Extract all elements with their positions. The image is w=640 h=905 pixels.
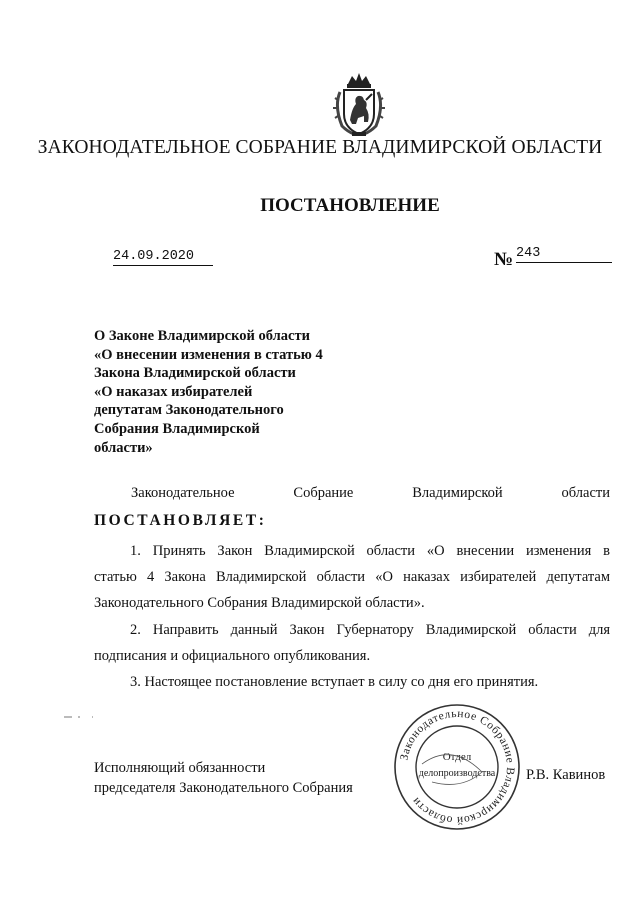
stamp-inner-line: делопроизводства xyxy=(418,768,496,779)
paragraph-line: 1. Принять Закон Владимирской области «О внесении изменения в xyxy=(130,543,610,559)
preamble-word: области xyxy=(561,485,610,501)
paragraph-1 xyxy=(94,538,610,616)
preamble-word: Законодательное xyxy=(131,485,235,501)
subject-line: Собрания Владимирской xyxy=(94,420,260,437)
resolves-heading: ПОСТАНОВЛЯЕТ: xyxy=(94,512,267,529)
stamp-outer-text: Законодательное Собрание Владимирской области xyxy=(398,707,517,827)
document-number: 243 xyxy=(516,246,612,263)
subject-line: «О внесении изменения в статью 4 xyxy=(94,346,323,363)
signatory-title xyxy=(94,758,353,798)
paragraph-2 xyxy=(94,617,610,669)
subject-line: Закона Владимирской области xyxy=(94,365,296,382)
organization-title: ЗАКОНОДАТЕЛЬНОЕ СОБРАНИЕ ВЛАДИМИРСКОЙ ОБЛАСТИ xyxy=(37,137,603,158)
signatory-title-line: Исполняющий обязанности xyxy=(94,760,266,776)
document-type: ПОСТАНОВЛЕНИЕ xyxy=(260,195,440,216)
paragraph-3: 3. Настоящее постановление вступает в силу со дня его принятия. xyxy=(130,674,539,690)
subject-line: области» xyxy=(94,439,153,456)
paragraph-line: 2. Направить данный Закон Губернатору Владимирской области для xyxy=(130,622,610,638)
paragraph-line: подписания и официального опубликования. xyxy=(94,648,371,664)
stamp-inner-line: Отдел xyxy=(442,751,472,763)
number-label: № xyxy=(494,249,514,270)
signatory-name: Р.В. Кавинов xyxy=(526,767,606,783)
paragraph-line: статью 4 Закона Владимирской области «О наказах избирателей депутатам xyxy=(94,569,610,585)
coat-of-arms-icon xyxy=(330,70,388,138)
official-stamp xyxy=(392,702,522,832)
subject-line: О Законе Владимирской области xyxy=(94,328,310,344)
preamble-line xyxy=(131,485,610,502)
subject-line: «О наказах избирателей xyxy=(94,383,253,400)
document-date: 24.09.2020 xyxy=(113,249,213,266)
preamble-word: Владимирской xyxy=(412,485,503,501)
paragraph-line: Законодательного Собрания Владимирской области». xyxy=(94,595,425,611)
margin-mark xyxy=(62,714,102,720)
preamble-word: Собрание xyxy=(293,485,354,501)
document-subject xyxy=(94,327,323,457)
subject-line: депутатам Законодательного xyxy=(94,402,284,419)
signatory-title-line: председателя Законодательного Собрания xyxy=(94,780,353,796)
